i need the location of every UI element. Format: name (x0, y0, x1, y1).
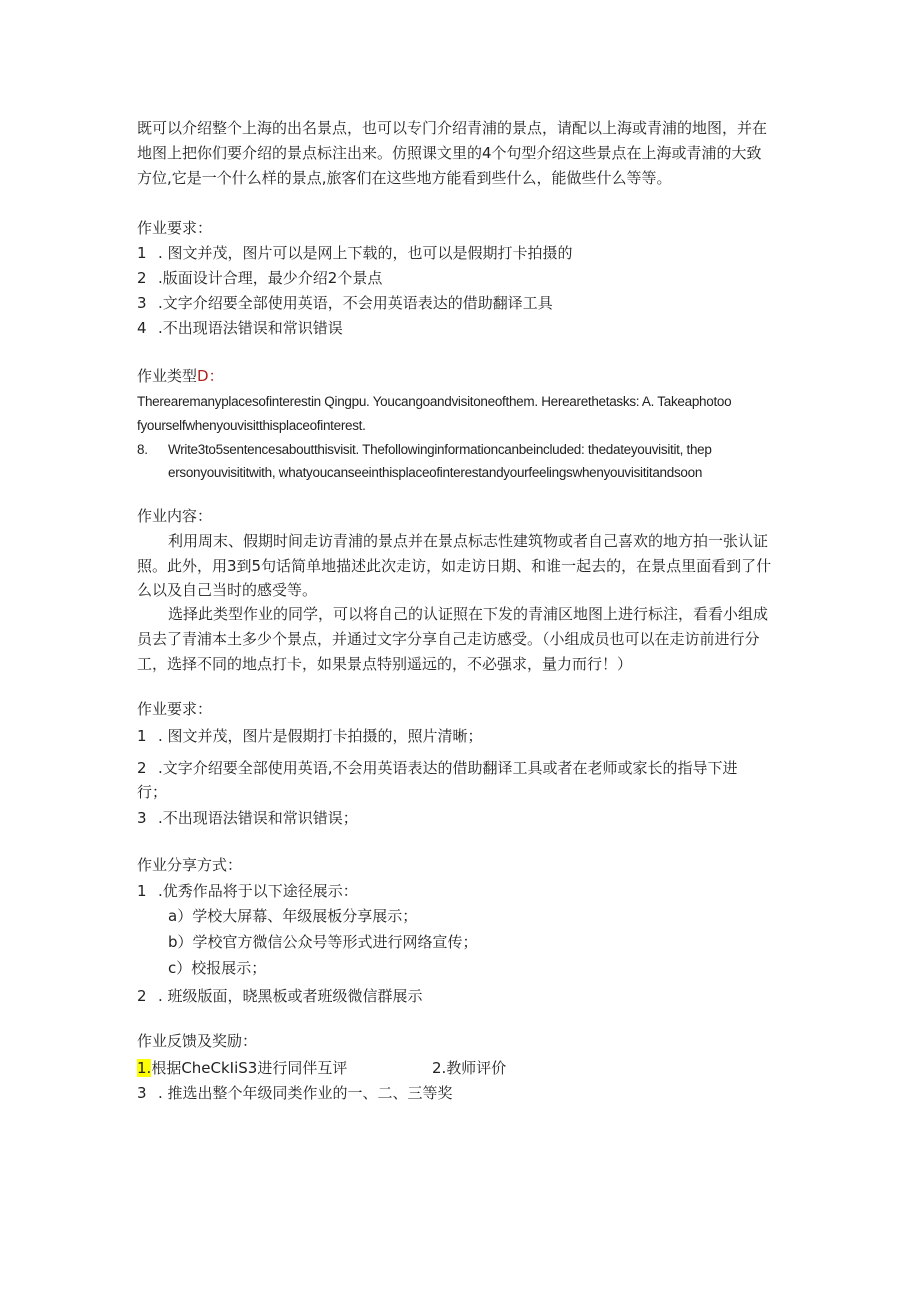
share-heading: 作业分享方式： (137, 856, 243, 874)
list-item-number: 1 (137, 244, 147, 262)
intro-line-3: 方位,它是一个什么样的景点,旅客们在这些地方能看到些什么，能做些什么等等。 (137, 169, 672, 187)
feedback-item-1 (137, 1058, 347, 1078)
feedback-heading: 作业反馈及奖励： (137, 1032, 258, 1050)
list-item-number: 2 (137, 987, 147, 1005)
intro-line-1: 既可以介绍整个上海的出名景点，也可以专门介绍青浦的景点，请配以上海或青浦的地图，并在 (137, 119, 768, 137)
type-d-item-line-1: Write3to5sentencesaboutthisvisit. Thefollowinginformationcanbeincluded: thedateyouvisitit, thep (168, 442, 712, 457)
type-d-item-line-2: ersonyouvisititwith, whatyoucanseeinthisplaceofinterestandyourfeelingswhenyouvisititandsoon (168, 465, 703, 480)
list-item: .文字介绍要全部使用英语,不会用英语表达的借助翻译工具或者在老师或家长的指导下进 (158, 759, 738, 777)
list-item-number: 2 (137, 759, 147, 777)
type-d-heading-text: 作业类型 (137, 367, 198, 385)
sub-item-a: a）学校大屏幕、年级展板分享展示； (168, 907, 418, 925)
list-item: .不出现语法错误和常识错误 (158, 319, 343, 337)
list-item-number: 3 (137, 1084, 147, 1102)
list-item: . 班级版面，晓黑板或者班级微信群展示 (158, 987, 423, 1005)
list-item-number: 3 (137, 294, 147, 312)
list-item-number: 3 (137, 809, 147, 827)
list-item-number: 1 (137, 882, 147, 900)
list-item: . 图文并茂，图片可以是网上下载的，也可以是假期打卡拍摄的 (158, 244, 573, 262)
type-d-tag: D： (197, 367, 224, 385)
requirements-heading: 作业要求： (137, 219, 213, 237)
requirements-2-heading: 作业要求： (137, 700, 213, 718)
list-item-number: 4 (137, 319, 147, 337)
content-p1-line-3: 么以及自己当时的感受等。 (137, 581, 318, 599)
content-p1-line-1: 利用周末、假期时间走访青浦的景点并在景点标志性建筑物或者自己喜欢的地方拍一张认证 (168, 532, 769, 550)
sub-item-b: b）学校官方微信公众号等形式进行网络宣传； (168, 933, 478, 951)
list-item-number: 2 (137, 269, 147, 287)
type-d-heading (137, 366, 224, 386)
content-p2-line-1: 选择此类型作业的同学，可以将自己的认证照在下发的青浦区地图上进行标注，看看小组成 (168, 605, 769, 623)
feedback-item-1-number: 1. (137, 1059, 152, 1077)
list-item-number: 1 (137, 727, 147, 745)
type-d-english-line-2: fyourselfwhenyouvisitthisplaceofinterest. (137, 418, 366, 433)
content-p2-line-3: 工，选择不同的地点打卡，如果景点特别遥远的，不必强求，量力而行！） (137, 655, 633, 673)
intro-line-2: 地图上把你们要介绍的景点标注出来。仿照课文里的4个句型介绍这些景点在上海或青浦的大致 (137, 144, 762, 162)
feedback-item-2: 2.教师评价 (432, 1059, 507, 1077)
list-item: .优秀作品将于以下途径展示： (158, 882, 358, 900)
type-d-english-line-1: Therearemanyplacesofinterestin Qingpu. Youcangoandvisitoneofthem. Herearethetasks: A. Takeaphotoo (137, 394, 732, 409)
sub-item-c: c）校报展示； (168, 959, 267, 977)
list-item-continuation: 行； (137, 783, 168, 801)
list-item: .版面设计合理，最少介绍2个景点 (158, 269, 383, 287)
content-p1-line-2: 照。此外，用3到5句话简单地描述此次走访，如走访日期、和谁一起去的，在景点里面看到了什 (137, 557, 772, 575)
feedback-item-1-text: 根据CheCkIiS3进行同伴互评 (151, 1059, 348, 1077)
content-heading: 作业内容： (137, 507, 213, 525)
list-item: . 推选出整个年级同类作业的一、二、三等奖 (158, 1084, 453, 1102)
content-p2-line-2: 员去了青浦本土多少个景点，并通过文字分享自己走访感受。（小组成员也可以在走访前进行分 (137, 630, 760, 648)
list-item: .文字介绍要全部使用英语，不会用英语表达的借助翻译工具 (158, 294, 553, 312)
type-d-item-number: 8. (137, 442, 148, 457)
list-item: .不出现语法错误和常识错误； (158, 809, 358, 827)
list-item: . 图文并茂，图片是假期打卡拍摄的，照片清晰； (158, 727, 483, 745)
